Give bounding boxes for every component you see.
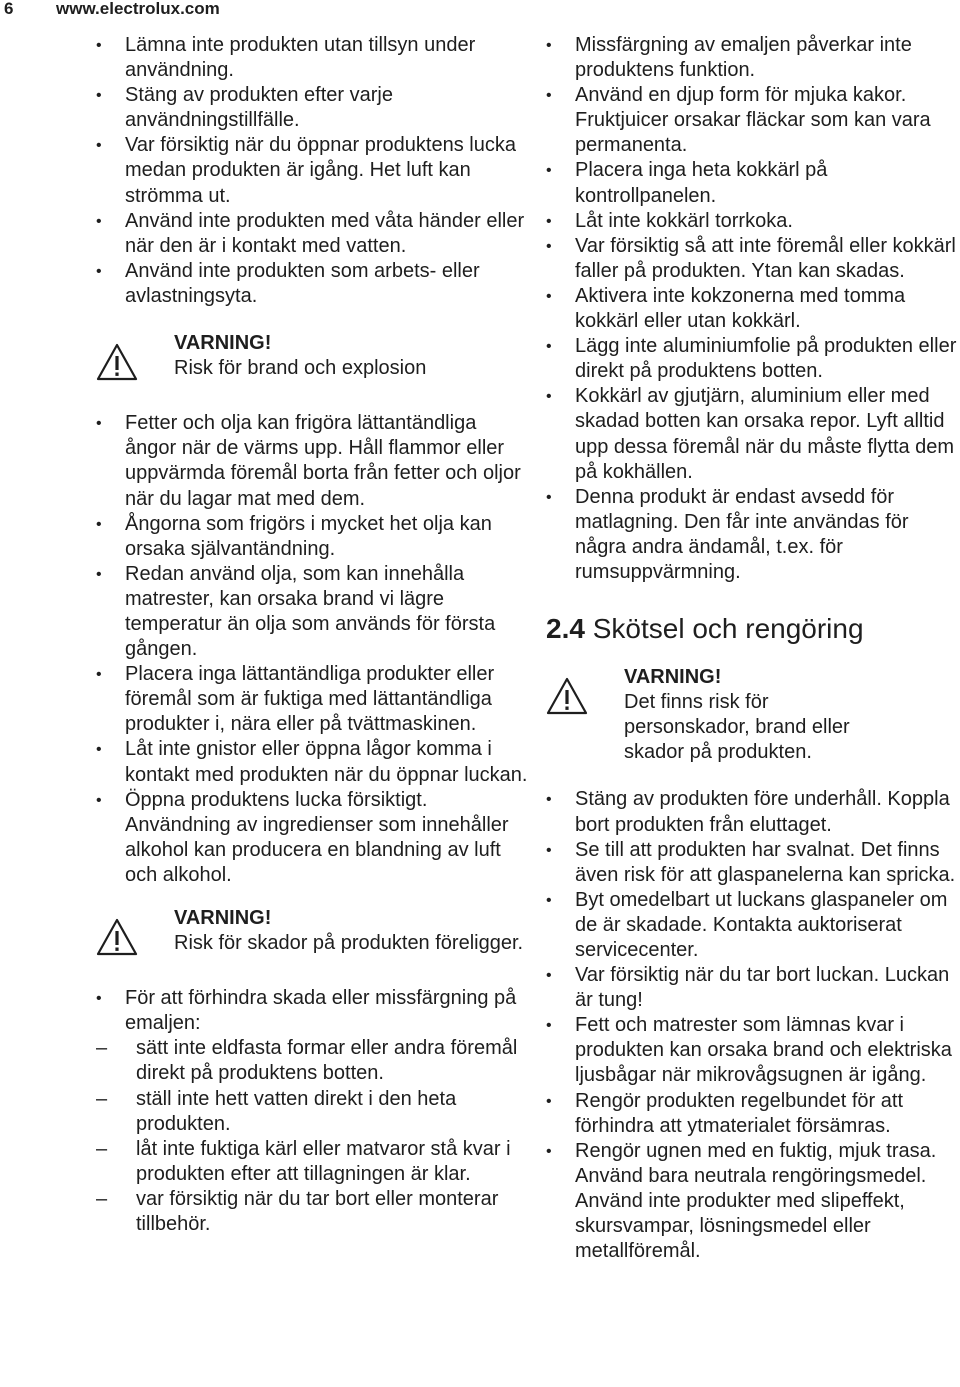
left-column xyxy=(96,33,528,1237)
site-url: www.electrolux.com xyxy=(56,0,220,18)
warning-title: VARNING! xyxy=(174,332,272,355)
page-header xyxy=(0,0,960,24)
dash-list xyxy=(96,1036,528,1237)
list-item: • Placera inga lättantändliga produkter eller föremål som är fuktiga med lättantändliga produkter i, nära eller på tvättmaskinen. xyxy=(96,662,528,737)
warning-triangle-icon xyxy=(96,343,138,381)
list-item: • Öppna produktens lucka försiktigt. Användning av ingredienser som innehåller alkohol kan producera en blandning av luft och alkohol. xyxy=(96,788,528,888)
list-item: • Aktivera inte kokzonerna med tomma kokkärl eller utan kokkärl. xyxy=(546,284,960,334)
list-item: • Placera inga heta kokkärl på kontrollpanelen. xyxy=(546,158,960,208)
warning-triangle-icon xyxy=(96,918,138,956)
list-item: • Se till att produkten har svalnat. Det finns även risk för att glaspanelerna kan spricka. xyxy=(546,838,960,888)
list-item: • Låt inte gnistor eller öppna lågor komma i kontakt med produkten när du öppnar luckan. xyxy=(96,737,528,787)
list-item: • Lämna inte produkten utan tillsyn under användning. xyxy=(96,33,528,83)
page-number: 6 xyxy=(4,0,14,18)
list-item: • Fett och matrester som lämnas kvar i produkten kan orsaka brand och elektriska ljusbågar när mikrovågsugnen är igång. xyxy=(546,1013,960,1088)
bullet-list xyxy=(546,787,960,1264)
dash-item: – ställ inte hett vatten direkt i den heta produkten. xyxy=(96,1087,528,1137)
list-item: • Denna produkt är endast avsedd för matlagning. Den får inte användas för några andra ändamål, t.ex. för rumsuppvärmning. xyxy=(546,485,960,585)
list-item: • Redan använd olja, som kan innehålla matrester, kan orsaka brand vi lägre temperatur än olja som används för första gången. xyxy=(96,562,528,662)
warning-text: Risk för brand och explosion xyxy=(174,357,427,380)
warning-box xyxy=(546,665,960,765)
list-item: • Stäng av produkten efter varje användningstillfälle. xyxy=(96,83,528,133)
list-item: • Använd inte produkten som arbets- eller avlastningsyta. xyxy=(96,259,528,309)
list-item: • Rengör produkten regelbundet för att förhindra att ytmaterialet försämras. xyxy=(546,1089,960,1139)
dash-item: – låt inte fuktiga kärl eller matvaror stå kvar i produkten efter att tillagningen är klar. xyxy=(96,1137,528,1187)
section-heading xyxy=(546,613,960,645)
list-item: • Ångorna som frigörs i mycket het olja kan orsaka självantändning. xyxy=(96,512,528,562)
section-title: Skötsel och rengöring xyxy=(592,613,864,645)
warning-title: VARNING! xyxy=(174,907,272,929)
list-item: • Stäng av produkten före underhåll. Koppla bort produkten från eluttaget. xyxy=(546,787,960,837)
list-item xyxy=(96,986,528,1237)
list-item: • Rengör ugnen med en fuktig, mjuk trasa. Använd bara neutrala rengöringsmedel. Använd inte produkter med slipeffekt, skursvampar, lösningsmedel eller metallföremål. xyxy=(546,1139,960,1264)
warning-text: Risk för skador på produkten föreligger. xyxy=(174,932,524,955)
bullet-list xyxy=(96,33,528,309)
list-item: • Använd en djup form för mjuka kakor. Fruktjuicer orsakar fläckar som kan vara permanenta. xyxy=(546,83,960,158)
bullet-list xyxy=(96,411,528,888)
dash-item: – sätt inte eldfasta formar eller andra föremål direkt på produktens botten. xyxy=(96,1036,528,1086)
list-item: • Fetter och olja kan frigöra lättantändliga ångor när de värms upp. Håll flammor eller uppvärmda föremål borta från fetter och oljor när du lagar mat med dem. xyxy=(96,411,528,511)
list-item: • Var försiktig så att inte föremål eller kokkärl faller på produkten. Ytan kan skadas. xyxy=(546,234,960,284)
list-item: • Var försiktig när du öppnar produktens lucka medan produkten är igång. Het luft kan strömma ut. xyxy=(96,133,528,208)
list-item: • Lägg inte aluminiumfolie på produkten eller direkt på produktens botten. xyxy=(546,334,960,384)
list-item: • Använd inte produkten med våta händer eller när den är i kontakt med vatten. xyxy=(96,209,528,259)
list-item: • Kokkärl av gjutjärn, aluminium eller med skadad botten kan orsaka repor. Lyft alltid upp dessa föremål när du måste flytta dem på kokhällen. xyxy=(546,384,960,484)
warning-triangle-icon xyxy=(546,677,588,715)
bullet-list xyxy=(546,33,960,585)
list-item: • Låt inte kokkärl torrkoka. xyxy=(546,209,960,234)
bullet-list xyxy=(96,986,528,1237)
list-item: • Byt omedelbart ut luckans glaspaneler om de är skadade. Kontakta auktoriserat servicecenter. xyxy=(546,888,960,963)
warning-box xyxy=(96,906,528,956)
warning-title: VARNING! xyxy=(624,666,722,689)
list-item: • Var försiktig när du tar bort luckan. Luckan är tung! xyxy=(546,963,960,1013)
dash-item: – var försiktig när du tar bort eller monterar tillbehör. xyxy=(96,1187,528,1237)
warning-box xyxy=(96,331,528,381)
list-item-intro: För att förhindra skada eller missfärgning på emaljen: xyxy=(125,987,517,1035)
list-item: • Missfärgning av emaljen påverkar inte produktens funktion. xyxy=(546,33,960,83)
right-column xyxy=(546,33,960,1264)
section-number: 2.4 xyxy=(546,613,585,645)
warning-text: Det finns risk för personskador, brand eller skador på produkten. xyxy=(624,691,850,764)
